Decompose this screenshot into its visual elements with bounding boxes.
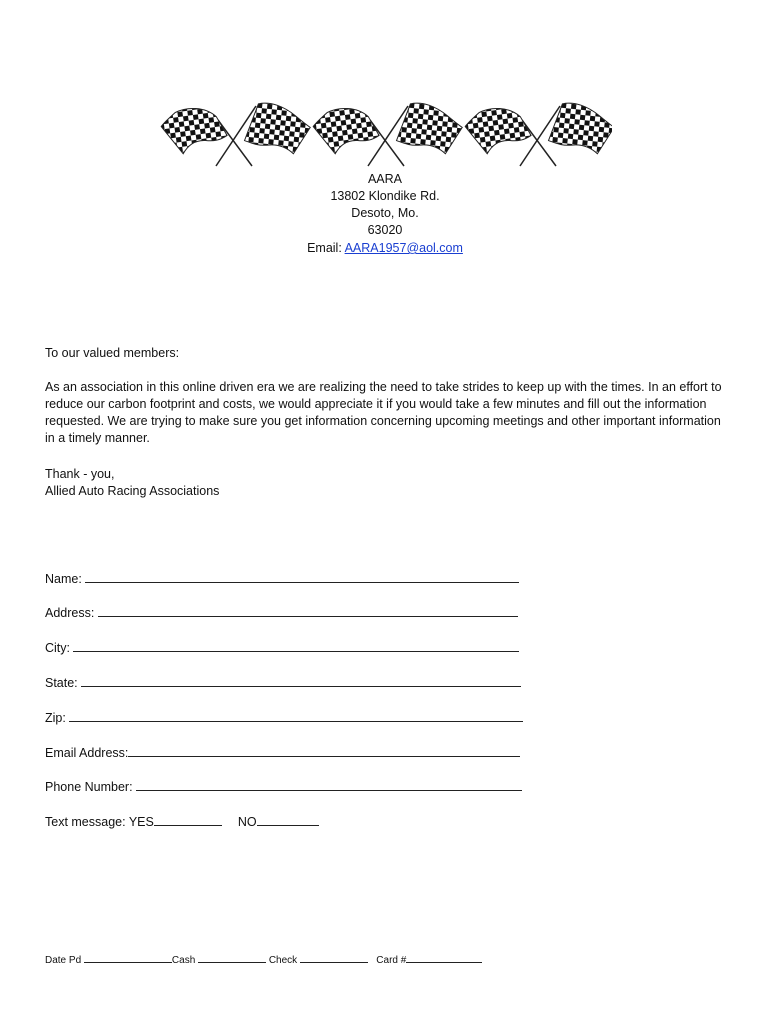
name-label: Name: <box>45 572 86 586</box>
zip-field-row <box>45 710 523 726</box>
address-blank[interactable] <box>98 605 518 617</box>
email-label: Email: <box>307 241 345 255</box>
phone-blank[interactable] <box>136 779 522 791</box>
phone-field-row <box>45 779 522 795</box>
email-link[interactable]: AARA1957@aol.com <box>344 241 463 255</box>
checkered-flags-logo <box>160 100 612 168</box>
zip-blank[interactable] <box>69 710 523 722</box>
email-blank[interactable] <box>128 745 520 757</box>
email-line <box>0 240 770 257</box>
zip-label: Zip: <box>45 711 70 725</box>
city-blank[interactable] <box>73 640 519 652</box>
salutation: To our valued members: <box>45 346 180 360</box>
letter-body: As an association in this online driven era we are realizing the need to take strides to keep up with the times. In an effort to reduce our carbon footprint and costs, we would appreciate it if you would take a few minutes and fill out the information requested. We are trying to make sure you get information concerning upcoming meetings and other important information in a timely manner. <box>45 380 722 445</box>
address-field-row <box>45 605 518 621</box>
email-address-label: Email Address: <box>45 746 129 760</box>
text-yes-blank[interactable] <box>154 814 222 826</box>
date-pd-blank[interactable] <box>84 953 172 963</box>
name-blank[interactable] <box>85 571 519 583</box>
city-field-row <box>45 640 519 656</box>
address-label: Address: <box>45 606 98 620</box>
state-field-row <box>45 675 521 691</box>
org-name: AARA <box>367 172 403 186</box>
cash-label: Cash <box>171 955 199 966</box>
signature: Allied Auto Racing Associations <box>45 484 220 498</box>
check-blank[interactable] <box>300 953 368 963</box>
city-state: Desoto, Mo. <box>351 206 419 220</box>
closing: Thank - you, <box>45 467 115 481</box>
text-message-row <box>45 814 319 830</box>
street-address: 13802 Klondike Rd. <box>330 189 440 203</box>
card-blank[interactable] <box>406 953 482 963</box>
cash-blank[interactable] <box>198 953 266 963</box>
name-field-row <box>45 571 519 587</box>
text-no-label: NO <box>237 815 257 829</box>
email-field-row <box>45 745 520 761</box>
text-yes-label: Text message: YES <box>45 815 154 829</box>
date-pd-label: Date Pd <box>45 955 84 966</box>
phone-label: Phone Number: <box>45 780 137 794</box>
state-label: State: <box>45 676 82 690</box>
text-no-blank[interactable] <box>257 814 319 826</box>
check-label: Check <box>268 955 300 966</box>
city-label: City: <box>45 641 74 655</box>
card-label: Card # <box>376 955 407 966</box>
state-blank[interactable] <box>81 675 521 687</box>
zip-code: 63020 <box>367 223 403 237</box>
office-use-footer <box>45 953 482 966</box>
